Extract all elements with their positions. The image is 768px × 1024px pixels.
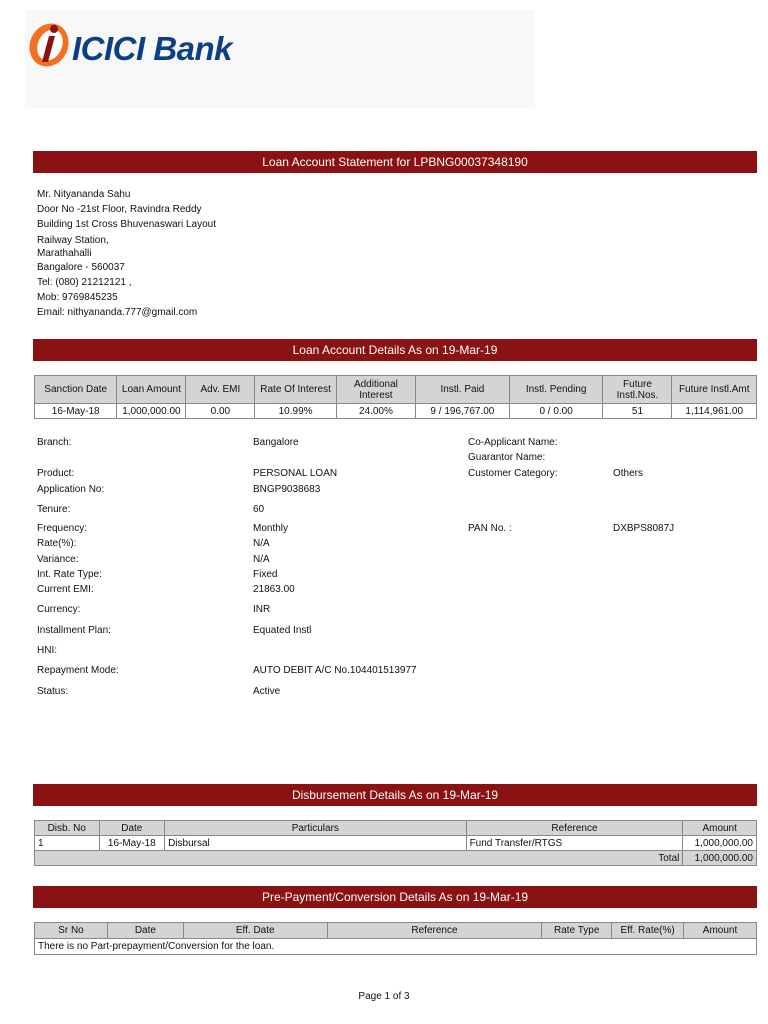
table-header: Particulars bbox=[165, 821, 467, 836]
empty-message: There is no Part-prepayment/Conversion for the loan. bbox=[35, 939, 757, 955]
rate-type-label: Int. Rate Type: bbox=[37, 569, 102, 580]
table-row bbox=[35, 939, 757, 955]
pan-label: PAN No. : bbox=[468, 523, 512, 534]
email: Email: nithyananda.777@gmail.com bbox=[37, 307, 198, 319]
rate-type-value: Fixed bbox=[253, 569, 278, 580]
table-header: Date bbox=[99, 821, 165, 836]
product-value: PERSONAL LOAN bbox=[253, 468, 338, 479]
telephone: Tel: (080) 21212121 , bbox=[37, 277, 132, 289]
disbursement-table bbox=[34, 820, 757, 866]
table-cell: 51 bbox=[603, 404, 672, 419]
table-header: Eff. Date bbox=[183, 923, 327, 939]
table-header: Reference bbox=[466, 821, 683, 836]
table-header: Amount bbox=[683, 821, 757, 836]
table-cell: 1 bbox=[35, 836, 100, 851]
table-header: Date bbox=[107, 923, 183, 939]
application-no-label: Application No: bbox=[37, 484, 105, 495]
table-header: Instl. Paid bbox=[416, 376, 510, 404]
address-line: Building 1st Cross Bhuvenaswari Layout bbox=[37, 219, 216, 231]
table-row bbox=[35, 404, 757, 419]
currency-value: INR bbox=[253, 604, 271, 615]
table-header: Disb. No bbox=[35, 821, 100, 836]
table-cell: 0.00 bbox=[186, 404, 255, 419]
table-header: Sanction Date bbox=[35, 376, 117, 404]
table-cell: Fund Transfer/RTGS bbox=[466, 836, 683, 851]
rate-value: N/A bbox=[253, 538, 270, 549]
table-header: Additional Interest bbox=[336, 376, 415, 404]
table-cell: 9 / 196,767.00 bbox=[416, 404, 510, 419]
disbursement-banner: Disbursement Details As on 19-Mar-19 bbox=[33, 784, 757, 806]
guarantor-label: Guarantor Name: bbox=[468, 452, 546, 463]
frequency-value: Monthly bbox=[253, 523, 289, 534]
mobile: Mob: 9769845235 bbox=[37, 292, 118, 304]
installment-plan-value: Equated Instl bbox=[253, 625, 312, 636]
loan-summary-table bbox=[34, 375, 757, 419]
currency-label: Currency: bbox=[37, 604, 81, 615]
variance-label: Variance: bbox=[37, 554, 79, 565]
table-cell: 24.00% bbox=[336, 404, 415, 419]
table-header: Future Instl.Amt bbox=[672, 376, 757, 404]
table-header: Amount bbox=[684, 923, 757, 939]
repayment-mode-label: Repayment Mode: bbox=[37, 665, 119, 676]
table-cell: 1,114,961.00 bbox=[672, 404, 757, 419]
table-cell: 0 / 0.00 bbox=[509, 404, 603, 419]
variance-value: N/A bbox=[253, 554, 270, 565]
tenure-label: Tenure: bbox=[37, 504, 71, 515]
pan-value: DXBPS8087J bbox=[613, 523, 675, 534]
current-emi-value: 21863.00 bbox=[253, 584, 295, 595]
table-cell: 16-May-18 bbox=[35, 404, 117, 419]
coapplicant-label: Co-Applicant Name: bbox=[468, 437, 558, 448]
current-emi-label: Current EMI: bbox=[37, 584, 94, 595]
table-header: Eff. Rate(%) bbox=[612, 923, 684, 939]
total-label: Total bbox=[35, 851, 683, 866]
table-header: Reference bbox=[327, 923, 542, 939]
address-line: Bangalore - 560037 bbox=[37, 261, 125, 273]
loan-details-banner: Loan Account Details As on 19-Mar-19 bbox=[33, 339, 757, 361]
repayment-mode-value: AUTO DEBIT A/C No.104401513977 bbox=[253, 665, 417, 676]
table-cell: Disbursal bbox=[165, 836, 467, 851]
table-header: Loan Amount bbox=[117, 376, 186, 404]
category-label: Customer Category: bbox=[468, 468, 558, 479]
status-value: Active bbox=[253, 686, 281, 697]
hni-label: HNI: bbox=[37, 645, 57, 656]
icici-logo-icon bbox=[25, 16, 75, 70]
application-no-value: BNGP9038683 bbox=[253, 484, 321, 495]
table-header: Rate Of Interest bbox=[255, 376, 336, 404]
total-value: 1,000,000.00 bbox=[683, 851, 757, 866]
customer-address-block bbox=[37, 187, 216, 321]
table-cell: 10.99% bbox=[255, 404, 336, 419]
table-cell: 1,000,000.00 bbox=[117, 404, 186, 419]
product-label: Product: bbox=[37, 468, 75, 479]
statement-title-banner: Loan Account Statement for LPBNG00037348190 bbox=[33, 151, 757, 173]
prepayment-banner: Pre-Payment/Conversion Details As on 19-Mar-19 bbox=[33, 886, 757, 908]
page-number: Page 1 of 3 bbox=[358, 991, 410, 1002]
customer-name: Mr. Nityananda Sahu bbox=[37, 189, 131, 200]
frequency-label: Frequency: bbox=[37, 523, 88, 534]
installment-plan-label: Installment Plan: bbox=[37, 625, 111, 636]
prepayment-table bbox=[34, 922, 757, 955]
bank-logo-text: ICICI Bank bbox=[72, 30, 233, 67]
branch-label: Branch: bbox=[37, 437, 72, 448]
address-line: Marathahalli bbox=[37, 247, 92, 259]
category-value: Others bbox=[613, 468, 644, 479]
address-line: Railway Station, bbox=[37, 234, 109, 246]
table-row bbox=[35, 836, 757, 851]
table-header: Instl. Pending bbox=[509, 376, 603, 404]
table-header: Sr No bbox=[35, 923, 108, 939]
address-line: Door No -21st Floor, Ravindra Reddy bbox=[37, 204, 202, 216]
table-header: Adv. EMI bbox=[186, 376, 255, 404]
table-header: Rate Type bbox=[542, 923, 612, 939]
status-label: Status: bbox=[37, 686, 69, 697]
rate-label: Rate(%): bbox=[37, 538, 77, 549]
table-header: Future Instl.Nos. bbox=[603, 376, 672, 404]
total-row bbox=[35, 851, 757, 866]
table-cell: 1,000,000.00 bbox=[683, 836, 757, 851]
tenure-value: 60 bbox=[253, 504, 265, 515]
table-cell: 16-May-18 bbox=[99, 836, 165, 851]
branch-value: Bangalore bbox=[253, 437, 299, 448]
